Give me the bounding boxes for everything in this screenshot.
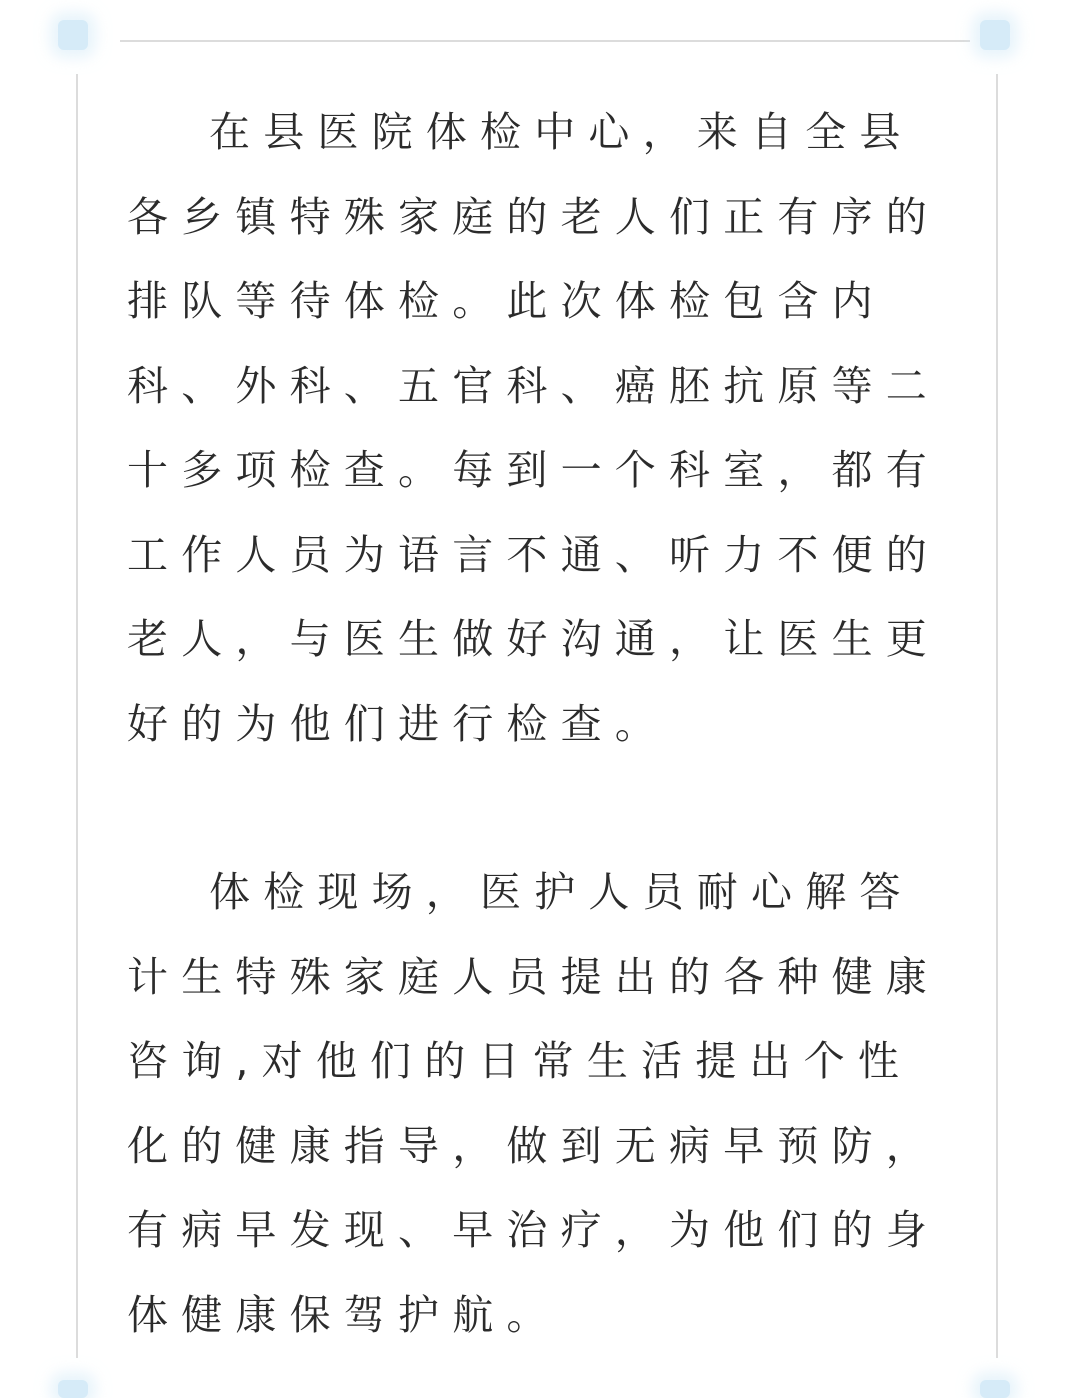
paragraph-spacer (127, 766, 947, 850)
corner-decoration-bottom-left (58, 1380, 88, 1398)
left-border (76, 74, 78, 1358)
top-divider (120, 40, 970, 42)
corner-decoration-top-right (980, 20, 1010, 50)
right-border (996, 74, 998, 1358)
paragraph-2: 体检现场，医护人员耐心解答计生特殊家庭人员提出的各种健康咨询,对他们的日常生活提出个性化的健康指导，做到无病早预防，有病早发现、早治疗，为他们的身体健康保驾护航。 (127, 868, 940, 1339)
corner-decoration-top-left (58, 20, 88, 50)
article-body (127, 90, 947, 1357)
paragraph-1: 在县医院体检中心，来自全县各乡镇特殊家庭的老人们正有序的排队等待体检。此次体检包含内科、外科、五官科、癌胚抗原等二十多项检查。每到一个科室，都有工作人员为语言不通、听力不便的老人，与医生做好沟通，让医生更好的为他们进行检查。 (127, 108, 940, 748)
corner-decoration-bottom-right (980, 1380, 1010, 1398)
